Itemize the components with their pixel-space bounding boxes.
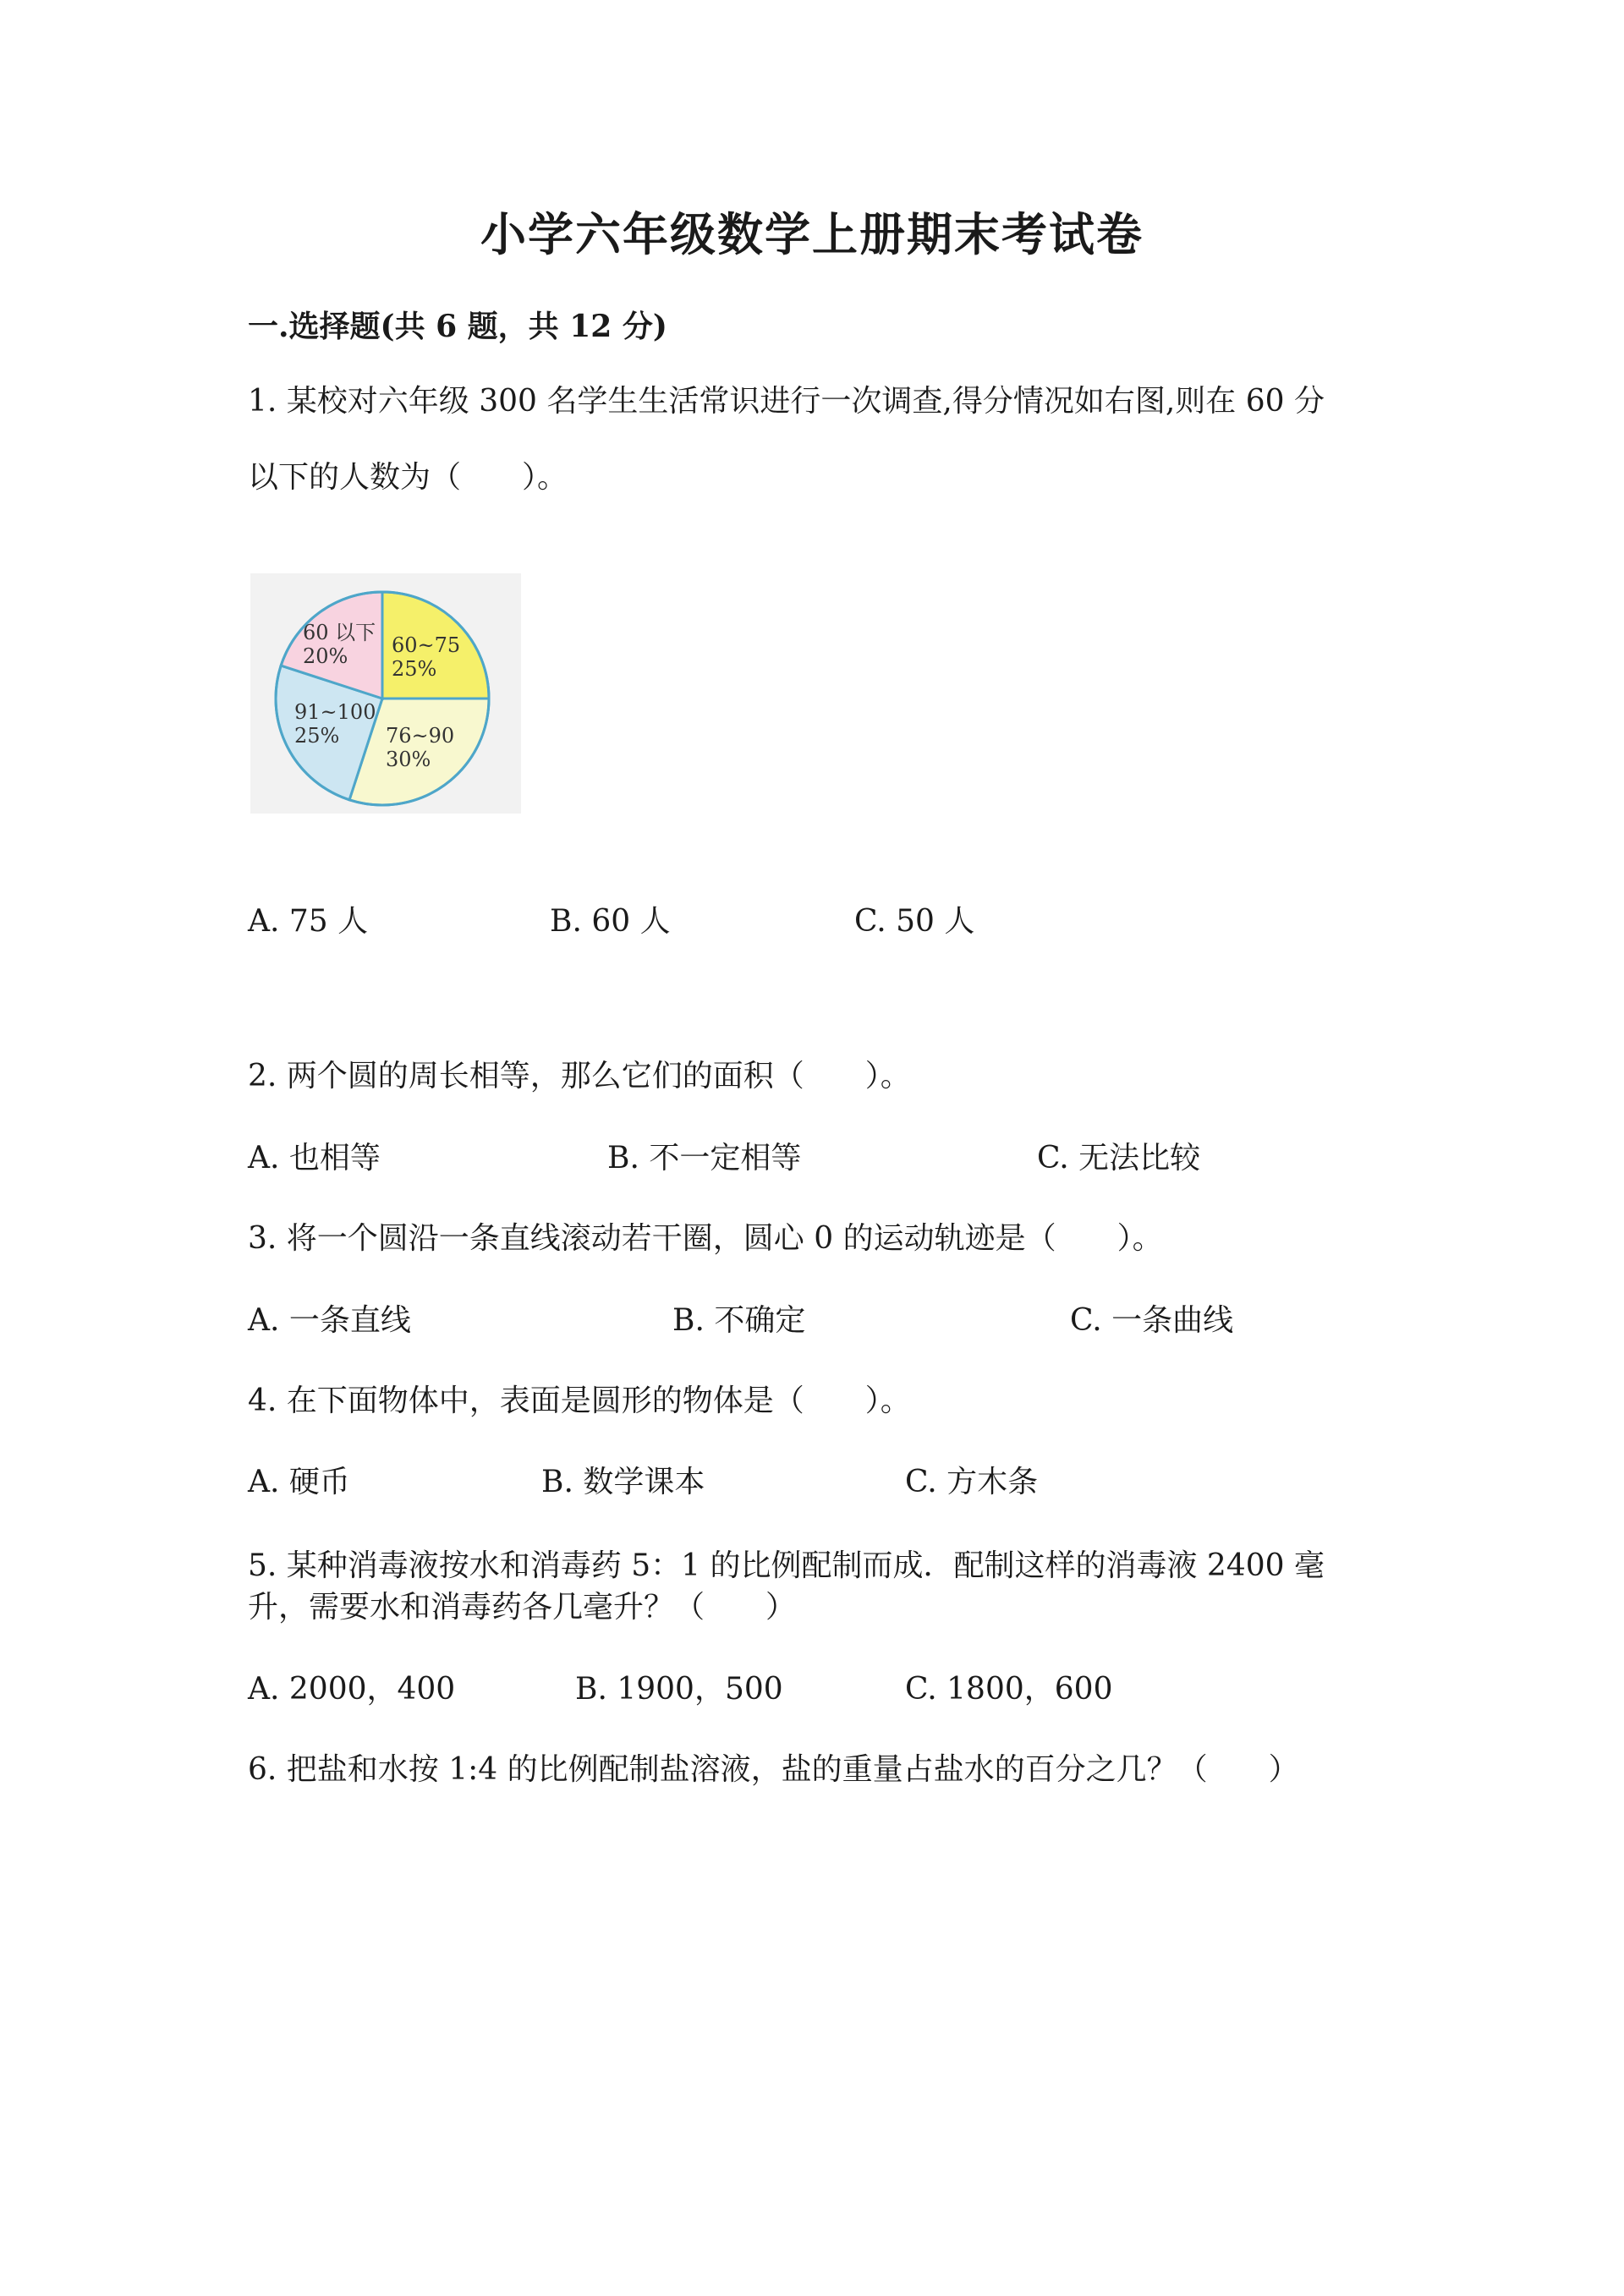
- question-2-option-b[interactable]: B. 不一定相等: [607, 1141, 802, 1175]
- question-5-option-c[interactable]: C. 1800，600: [905, 1672, 1113, 1707]
- question-2-option-a[interactable]: A. 也相等: [248, 1141, 381, 1175]
- question-1-option-c[interactable]: C. 50 人: [854, 904, 975, 939]
- question-3-option-a[interactable]: A. 一条直线: [248, 1303, 411, 1338]
- pie-label-range-0: 60 以下: [303, 621, 376, 644]
- question-2-text: 2. 两个圆的周长相等，那么它们的面积（ ）。: [248, 1059, 911, 1093]
- question-4-text: 4. 在下面物体中，表面是圆形的物体是（ ）。: [248, 1384, 911, 1418]
- question-5-option-a[interactable]: A. 2000，400: [248, 1672, 456, 1707]
- question-1-text-cont: 以下的人数为（ ）。: [248, 460, 568, 495]
- question-4-option-c[interactable]: C. 方木条: [905, 1465, 1039, 1499]
- question-1-option-b[interactable]: B. 60 人: [550, 904, 671, 939]
- question-1-option-a[interactable]: A. 75 人: [248, 904, 369, 939]
- pie-label-pct-2: 30%: [386, 748, 431, 771]
- pie-svg: [250, 573, 521, 814]
- question-6-text: 6. 把盐和水按 1:4 的比例配制盐溶液，盐的重量占盐水的百分之几？（ ）: [248, 1752, 1299, 1787]
- question-4-option-a[interactable]: A. 硬币: [248, 1465, 350, 1499]
- page-title: 小学六年级数学上册期末考试卷: [480, 207, 1144, 261]
- question-5-text: 5. 某种消毒液按水和消毒药 5：1 的比例配制而成．配制这样的消毒液 2400 毫: [248, 1548, 1325, 1583]
- question-5-text-cont: 升，需要水和消毒药各几毫升？（ ）: [248, 1590, 797, 1625]
- score-pie-chart: [250, 573, 521, 814]
- question-4-option-b[interactable]: B. 数学课本: [541, 1465, 705, 1499]
- pie-label-range-3: 91~100: [294, 700, 376, 724]
- question-3-option-b[interactable]: B. 不确定: [672, 1303, 806, 1338]
- pie-label-range-1: 60~75: [392, 633, 461, 657]
- pie-label-range-2: 76~90: [386, 724, 455, 748]
- pie-label-pct-1: 25%: [392, 657, 437, 681]
- pie-label-pct-3: 25%: [294, 724, 340, 748]
- question-2-option-c[interactable]: C. 无法比较: [1037, 1141, 1201, 1175]
- question-3-option-c[interactable]: C. 一条曲线: [1070, 1303, 1234, 1338]
- question-3-text: 3. 将一个圆沿一条直线滚动若干圈，圆心 0 的运动轨迹是（ ）。: [248, 1221, 1163, 1256]
- question-5-option-b[interactable]: B. 1900，500: [575, 1672, 783, 1707]
- section-heading: 一.选择题(共 6 题，共 12 分): [248, 309, 667, 344]
- pie-label-pct-0: 20%: [303, 644, 348, 668]
- question-1-text: 1. 某校对六年级 300 名学生生活常识进行一次调查,得分情况如右图,则在 60 分: [248, 384, 1325, 419]
